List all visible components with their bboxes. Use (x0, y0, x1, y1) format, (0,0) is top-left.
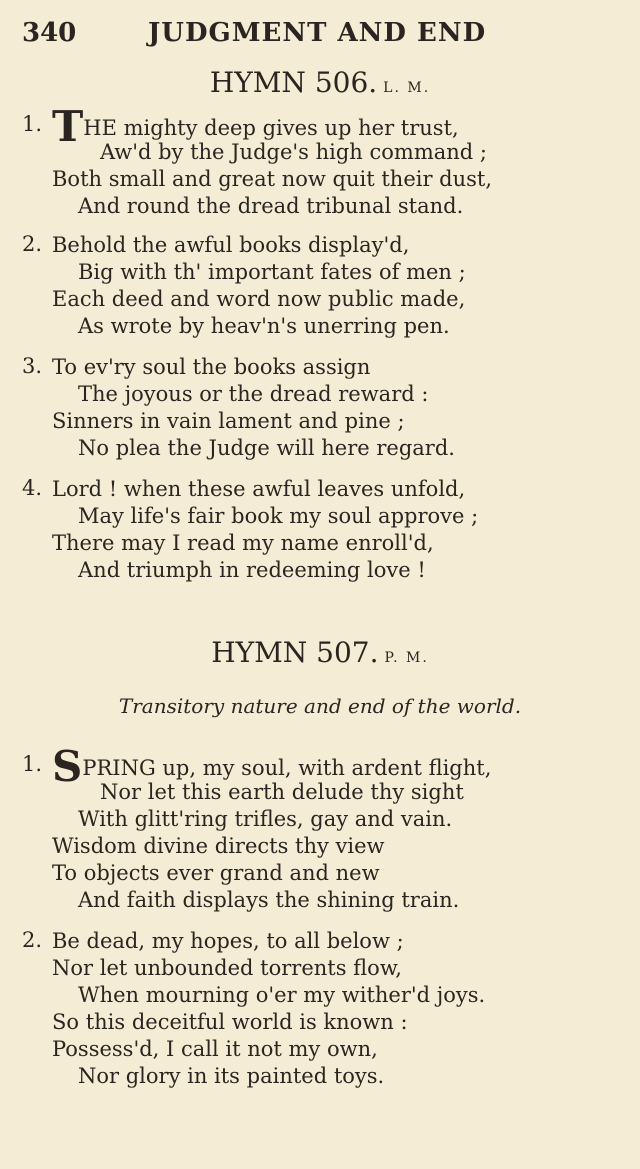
verse-line: Nor glory in its painted toys. (78, 1064, 385, 1088)
verse-line: Behold the awful books display'd, (52, 233, 410, 257)
page-header (22, 18, 582, 52)
verse-line: To objects ever grand and new (52, 861, 380, 885)
drop-cap: T (52, 102, 84, 151)
verse-line: Nor let unbounded torrents flow, (52, 956, 402, 980)
verse-line: Wisdom divine directs thy view (52, 834, 385, 858)
verse-line: Lord ! when these awful leaves unfold, (52, 477, 466, 501)
verse-line: Aw'd by the Judge's high command ; (100, 140, 487, 164)
hymn-meter: P. M. (384, 650, 429, 666)
drop-cap: S (52, 742, 83, 791)
stanza-number: 4. (22, 476, 43, 500)
verse-line: Be dead, my hopes, to all below ; (52, 929, 404, 953)
stanza-number: 2. (22, 232, 43, 256)
verse-line: Sinners in vain lament and pine ; (52, 409, 405, 433)
verse-line: And triumph in redeeming love ! (78, 558, 426, 582)
hymn-number: HYMN 506. (209, 66, 378, 99)
verse-line: May life's fair book my soul approve ; (78, 504, 479, 528)
verse-line: When mourning o'er my wither'd joys. (78, 983, 486, 1007)
hymn-meter: L. M. (383, 80, 431, 96)
verse-line: And round the dread tribunal stand. (78, 194, 464, 218)
hymn-subtitle: Transitory nature and end of the world. (118, 694, 522, 718)
hymn-title (0, 636, 640, 669)
verse-line: Big with th' important fates of men ; (78, 260, 466, 284)
verse-line: There may I read my name enroll'd, (52, 531, 434, 555)
hymn-number: HYMN 507. (211, 636, 379, 669)
verse-line: As wrote by heav'n's unerring pen. (78, 314, 450, 338)
verse-line: THE mighty deep gives up her trust, (52, 102, 459, 151)
stanza-number: 1. (22, 112, 43, 136)
verse-line: Each deed and word now public made, (52, 287, 466, 311)
verse-line: No plea the Judge will here regard. (78, 436, 455, 460)
page-number: 340 (22, 18, 77, 48)
verse-line: And faith displays the shining train. (78, 888, 460, 912)
stanza-number: 2. (22, 928, 43, 952)
verse-line: The joyous or the dread reward : (78, 382, 429, 406)
verse-line: Both small and great now quit their dust, (52, 167, 493, 191)
verse-line: SPRING up, my soul, with ardent flight, (52, 742, 492, 791)
stanza-number: 3. (22, 354, 43, 378)
verse-line: Possess'd, I call it not my own, (52, 1037, 378, 1061)
verse-line: Nor let this earth delude thy sight (100, 780, 464, 804)
verse-line: To ev'ry soul the books assign (52, 355, 371, 379)
hymn-title (0, 66, 640, 99)
verse-line: With glitt'ring trifles, gay and vain. (78, 807, 453, 831)
running-title: JUDGMENT AND END (148, 18, 487, 48)
verse-line: So this deceitful world is known : (52, 1010, 408, 1034)
stanza-number: 1. (22, 752, 43, 776)
